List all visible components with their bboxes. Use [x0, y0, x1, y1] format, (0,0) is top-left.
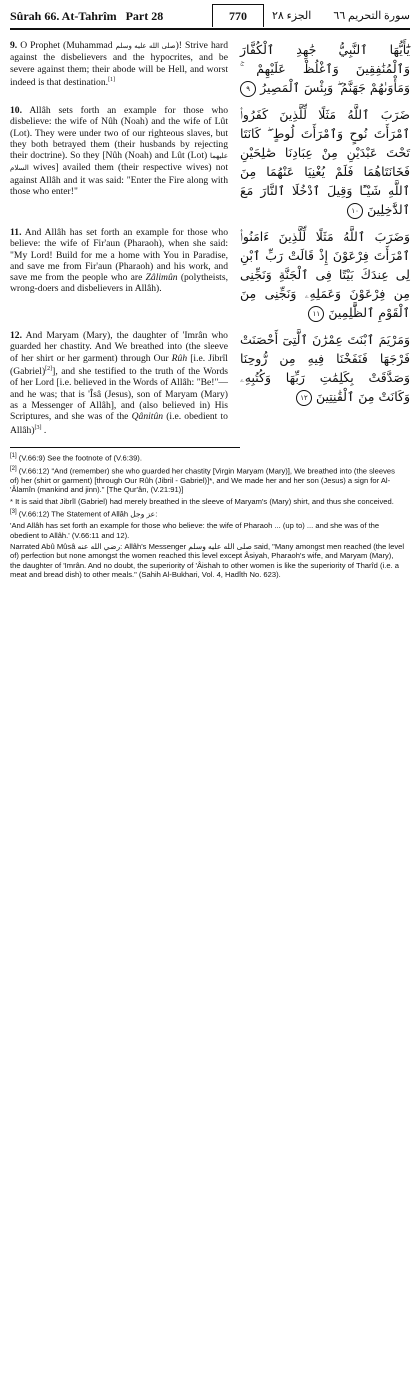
footnote-ref: [3] — [34, 424, 42, 431]
juz-arabic: الجزء ٢٨ — [272, 10, 312, 22]
footnote-marker: [3] — [10, 509, 17, 516]
verses-section — [10, 40, 410, 444]
verse-number: 10. — [10, 105, 22, 116]
verse-number: 9. — [10, 40, 18, 51]
footnote-text: (V.66:12) "And (remember) she who guarded her chastity [Virgin Maryam (Mary)], We breathed into (the sleeves of) her (shirt or garment) [through Our Rûh (Jibril - Gabriel)]*, and We made her and her son (Jesus) a sign for Al-'Âlamîn (mankind and jinn)." [The Qur'ân, (V.21:91)] — [10, 466, 395, 495]
ayah-marker: ١٠ — [347, 203, 363, 219]
surah-title: Sûrah 66. At-Tahrîm — [10, 9, 117, 23]
footnote-ref: [2] — [45, 365, 53, 372]
verse-text: And Maryam (Mary), the daughter of 'Imrân who guarded her chastity. And We breathed into (the sleeve of her shirt or her garment) through Our — [10, 330, 228, 364]
verse-text: )! Strive hard against the disbelievers and the hypocrites, and be severe against them; their abode will be Hell, and worst indeed is that destination. — [10, 40, 228, 89]
verse-number: 12. — [10, 330, 22, 341]
verse-9-english — [10, 40, 228, 88]
footnote-divider — [10, 447, 240, 448]
italic-term: Rûh — [171, 352, 188, 364]
footnote-arabic: عز وجل — [130, 509, 156, 519]
footnote-2-star: * It is said that Jibrîl (Gabriel) had merely breathed in the sleeve of Maryam's (Mary) shirt, and thus she conceived. — [10, 496, 394, 506]
verse-11-arabic — [240, 227, 410, 322]
footnote-3-hadith: Narrated Abû Mûsâ رضي الله عنه: Allâh's Messenger صلى الله عليه وسلم said, "Many amongst men reached (the level of) perfection but none amongst the women reached this level except Âsiyah, Pharaoh's wife, and Maryam (Mary), the daughter of 'Imrân. And no doubt, the superiority of 'Âishah to other women is like the superiority of Tharîd (i.e. a meat and bread dish) to other meals." (Sahih Al-Bukhari, Vol. 4, Hadîth No. 623). — [10, 542, 405, 579]
arabic-text: يَٰٓأَيُّهَا ٱلنَّبِيُّ جَٰهِدِ ٱلْكُفَّارَ وَٱلْمُنَٰفِقِينَ وَٱغْلُظْ عَلَيْهِمْ ۚ وَمَأْوَىٰهُمْ جَهَنَّمُ ۖ وَبِئْسَ ٱلْمَصِيرُ — [240, 42, 410, 95]
verse-9-arabic — [240, 40, 410, 97]
footnote-3: [3] (V.66:12) The Statement of Allâh عز وجل: — [10, 509, 158, 519]
part-label: Part 28 — [125, 9, 164, 23]
footnotes — [10, 452, 405, 581]
honorific: صلى الله عليه وسلم — [115, 42, 176, 50]
page-number: 770 — [212, 4, 264, 27]
verse-10-arabic — [240, 105, 410, 219]
verse-text: ], and she testified to the truth of the Words of her Lord [i.e. believed in the Words of Allâh: "Be!"— and he was; that is 'Îsâ (Jesus), son of Maryam (Mary) as a Messenger of Allâh], and (also believed in) His Scriptures, and she was of the — [10, 366, 228, 423]
verse-text: O Prophet (Muhammad — [20, 40, 113, 51]
footnote-2 — [10, 465, 405, 494]
verse-text: (polytheists, wrong-doers and disbelievers in Allâh). — [10, 272, 228, 295]
verse-12-english: 12. And Maryam (Mary), the daughter of 'Imrân who guarded her chastity. And We breathed into (the sleeve of her shirt or her garment) through Our Rûh [i.e. Jibrîl (Gabriel)[2]], and she testified to the truth of the Words of her Lord [i.e. believed in the Words of Allâh: "Be!"— and he was; that is 'Îsâ (Jesus), son of Maryam (Mary) as a Messenger of Allâh], and (also believed in) His Scriptures, and she was of the Qânitûn (i.e. obedient to Allâh)[3] . — [10, 330, 228, 436]
surah-part-title — [10, 9, 163, 24]
footnote-marker: [1] — [10, 453, 17, 459]
verse-10-english — [10, 105, 228, 197]
verse-number: 11. — [10, 227, 22, 238]
footnote-3-quote: 'And Allâh has set forth an example for those who believe: the wife of Pharaoh ... (up to) ... and she was of the obedient to Allâh.' (V.66:11 and 12). — [10, 521, 380, 540]
footnote-1 — [10, 452, 405, 463]
footnote-ref: [1] — [108, 76, 116, 83]
verse-text: (i.e. obedient to Allâh) — [10, 411, 228, 436]
verse-12-arabic — [240, 330, 410, 406]
italic-term: Zâlimûn — [145, 272, 178, 284]
ayah-marker: ١٢ — [296, 390, 312, 406]
honorific: عليهما السلام — [10, 152, 229, 173]
verse-text: [i.e. Jibrîl (Gabriel) — [10, 352, 228, 378]
page-header — [10, 6, 410, 30]
ayah-marker: ٩ — [240, 81, 256, 97]
surah-arabic: سورة التحريم ٦٦ — [333, 10, 410, 22]
verse-text: And Allâh has set forth an example for those who believe: the wife of Fir'aun (Pharaoh), when she said: "My Lord! Build for me a home with You in Paradise, and save me from Fir'aun (Pharaoh) and his work, and save me from the people who are — [10, 227, 229, 284]
footnote-text: (V.66:12) The Statement of Allâh — [18, 509, 129, 519]
verse-12 — [10, 330, 410, 436]
arabic-text: وَضَرَبَ ٱللَّهُ مَثَلًا لِّلَّذِينَ ءَامَنُوا۟ ٱمْرَأَتَ فِرْعَوْنَ إِذْ قَالَتْ رَبِّ ٱبْنِ لِى عِندَكَ بَيْتًا فِى ٱلْجَنَّةِ وَنَجِّنِى مِن فِرْعَوْنَ وَعَمَلِهِۦ وَنَجِّنِى مِنَ ٱلْقَوْمِ ٱلظَّٰلِمِينَ — [240, 229, 410, 320]
footnote-text: (V.66:9) See the footnote of (V.6:39). — [18, 453, 142, 463]
verse-11-english — [10, 227, 228, 295]
verse-11 — [10, 227, 410, 322]
arabic-text: ضَرَبَ ٱللَّهُ مَثَلًا لِّلَّذِينَ كَفَرُوا۟ ٱمْرَأَتَ نُوحٍ وَٱمْرَأَتَ لُوطٍ ۖ كَانَتَا تَحْتَ عَبْدَيْنِ مِنْ عِبَادِنَا صَٰلِحَيْنِ فَخَانَتَاهُمَا فَلَمْ يُغْنِيَا عَنْهُمَا مِنَ ٱللَّهِ شَيْـًٔا وَقِيلَ ٱدْخُلَا ٱلنَّارَ مَعَ ٱلدَّٰخِلِينَ — [240, 107, 410, 217]
verse-9 — [10, 40, 410, 97]
verse-text: Allâh sets forth an example for those who disbelieve: the wife of Nûh (Noah) and the wife of Lût (Lot). They were under two of our righteous slaves, but they both betrayed them (their husbands by rejecting their doctrine). So they [Nûh (Noah) and Lût (Lot) — [10, 105, 229, 162]
ayah-marker: ١١ — [308, 306, 324, 322]
arabic-text: وَمَرْيَمَ ٱبْنَتَ عِمْرَٰنَ ٱلَّتِىٓ أَحْصَنَتْ فَرْجَهَا فَنَفَخْنَا فِيهِ مِن رُّوحِنَا وَصَدَّقَتْ بِكَلِمَٰتِ رَبِّهَا وَكُتُبِهِۦ وَكَانَتْ مِنَ ٱلْقَٰنِتِينَ — [240, 332, 410, 404]
footnote-marker: [2] — [10, 466, 17, 473]
verse-text: wives] availed them (their respective wives) not against Allâh and it was said: "Enter the Fire along with those who enter!" — [10, 162, 228, 198]
italic-term: Qânitûn — [131, 411, 164, 423]
verse-10 — [10, 105, 410, 219]
